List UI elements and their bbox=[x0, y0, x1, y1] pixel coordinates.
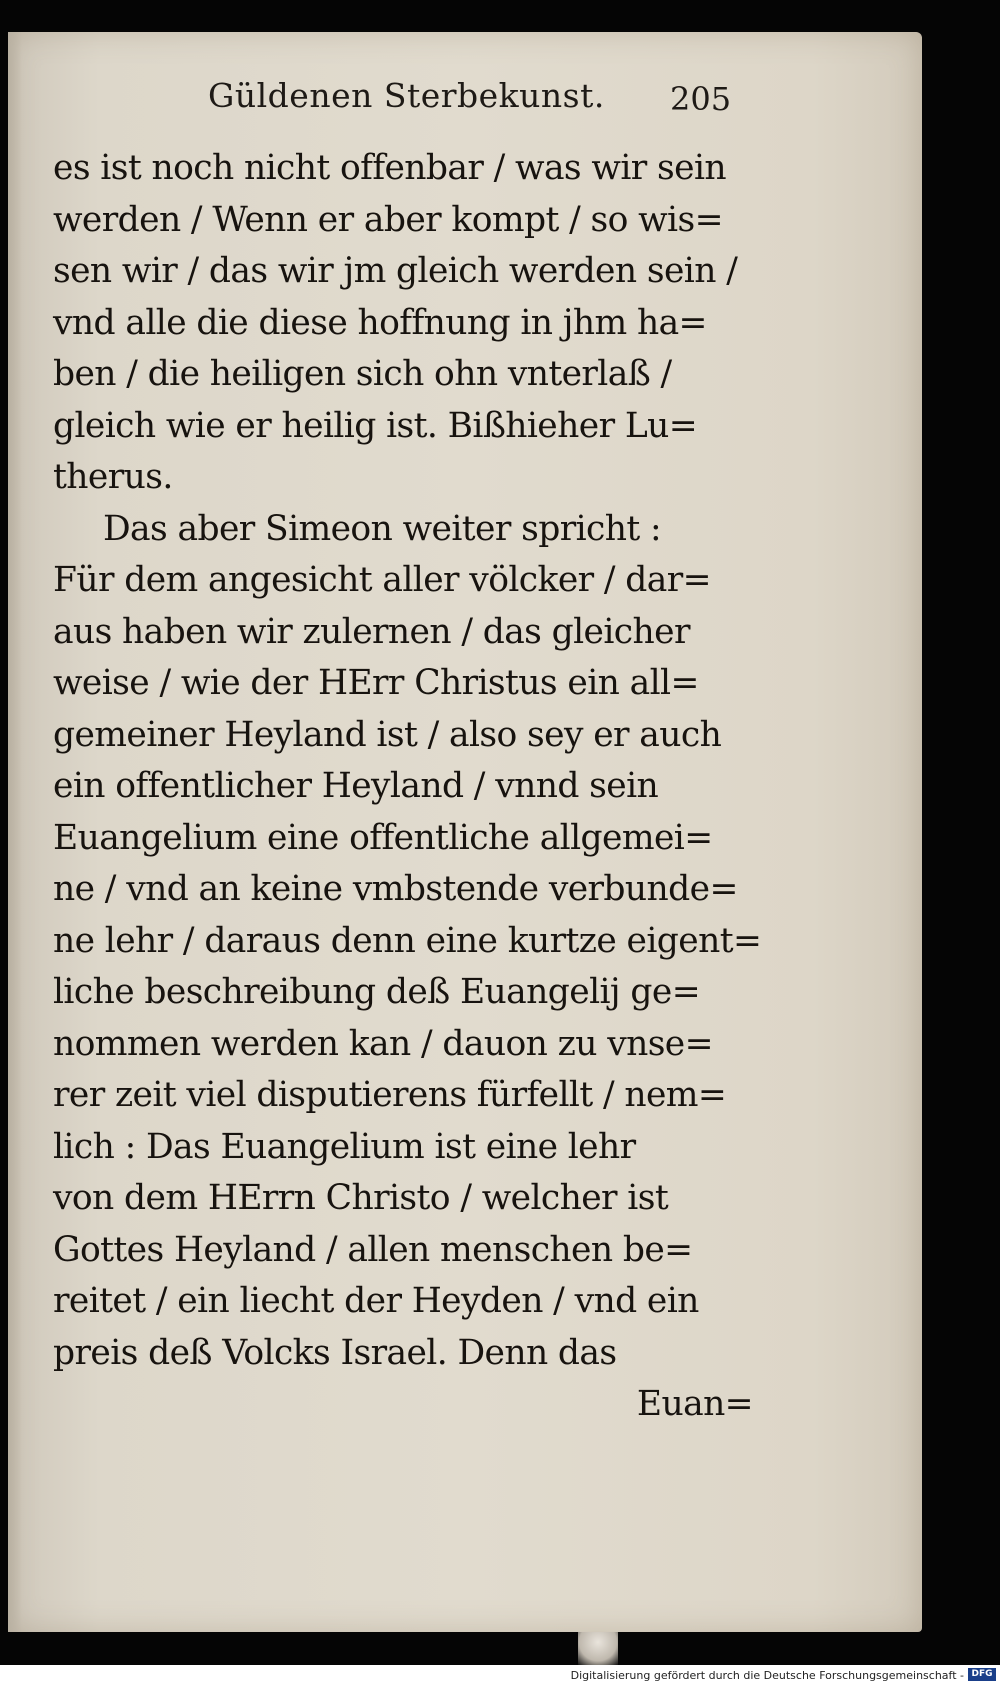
text-line: Euangelium eine offentliche allgemei= bbox=[53, 817, 713, 858]
text-line: gemeiner Heyland ist / also sey er auch bbox=[53, 714, 722, 755]
text-line: rer zeit viel disputierens fürfellt / nem= bbox=[53, 1075, 727, 1115]
text-line: es ist noch nicht offenbar / was wir sein bbox=[53, 148, 726, 188]
running-title: Güldenen Sterbekunst. bbox=[208, 76, 605, 115]
catchword: Euan= bbox=[636, 1384, 753, 1424]
text-line: liche beschreibung deß Euangelij ge= bbox=[53, 972, 701, 1012]
text-line: gleich wie er heilig ist. Bißhieher Lu= bbox=[53, 405, 698, 446]
text-line: vnd alle die diese hoffnung in jhm ha= bbox=[53, 302, 707, 343]
text-line: Für dem angesicht aller völcker / dar= bbox=[53, 560, 711, 600]
text-line: therus. bbox=[53, 457, 173, 497]
text-line: ne lehr / daraus denn eine kurtze eigent= bbox=[53, 920, 762, 961]
footer-credit: Digitalisierung gefördert durch die Deutsche Forschungsgemeinschaft - bbox=[570, 1669, 964, 1682]
text-line: lich : Das Euangelium ist eine lehr bbox=[53, 1126, 636, 1167]
page-header bbox=[8, 70, 922, 130]
dfg-logo: DFG bbox=[968, 1668, 996, 1681]
text-line: weise / wie der HErr Christus ein all= bbox=[53, 663, 699, 703]
text-line: werden / Wenn er aber kompt / so wis= bbox=[53, 199, 723, 240]
page-edge-shadow bbox=[8, 32, 22, 1632]
text-line: preis deß Volcks Israel. Denn das bbox=[53, 1332, 617, 1373]
text-line: ben / die heiligen sich ohn vnterlaß / bbox=[53, 354, 672, 394]
text-line: nommen werden kan / dauon zu vnse= bbox=[53, 1023, 713, 1064]
body-text bbox=[53, 143, 762, 1431]
text-line: sen wir / das wir jm gleich werden sein / bbox=[53, 251, 738, 291]
text-line: aus haben wir zulernen / das gleicher bbox=[53, 611, 690, 652]
digitization-footer bbox=[0, 1665, 1000, 1683]
text-line: ne / vnd an keine vmbstende verbunde= bbox=[53, 869, 738, 909]
text-line: Gottes Heyland / allen menschen be= bbox=[53, 1229, 693, 1270]
paragraph-start-line: Das aber Simeon weiter spricht : bbox=[103, 508, 662, 549]
text-line: reitet / ein liecht der Heyden / vnd ein bbox=[53, 1281, 699, 1321]
book-page bbox=[8, 32, 922, 1632]
binding-mark bbox=[578, 1632, 618, 1666]
page-number: 205 bbox=[670, 80, 732, 118]
text-line: von dem HErrn Christo / welcher ist bbox=[53, 1178, 669, 1218]
text-line: ein offentlicher Heyland / vnnd sein bbox=[53, 766, 659, 806]
